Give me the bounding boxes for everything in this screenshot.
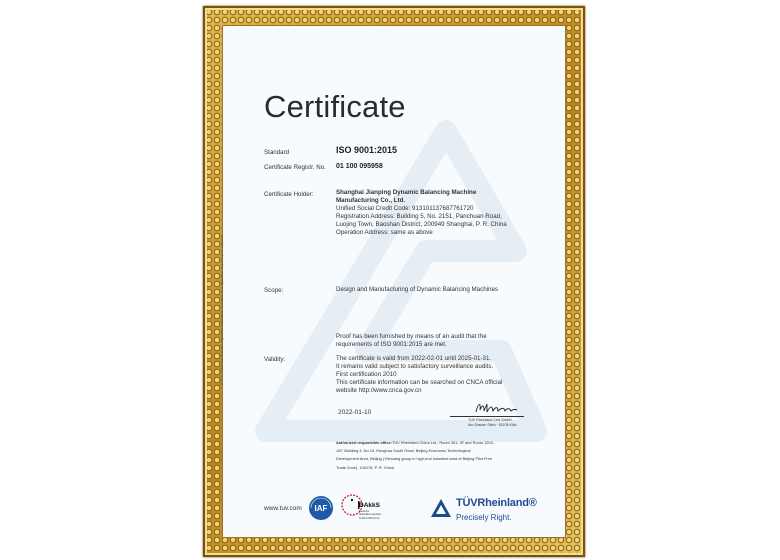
tuv-rheinland-name: TÜVRheinland® xyxy=(456,497,537,509)
dakks-logo xyxy=(338,493,382,525)
holder-operation-address: Operation Address: same as above xyxy=(336,229,433,236)
signature xyxy=(474,401,518,415)
holder-name-line-2: Manufacturing Co., Ltd. xyxy=(336,197,406,204)
dakks-name: DAkkS xyxy=(359,502,380,509)
tuv-triangle-logo xyxy=(430,497,452,519)
scope-value: Design and Manufacturing of Dynamic Balancing Machines xyxy=(336,286,498,293)
signature-line xyxy=(450,416,524,417)
validity-line-3: First certification 2010 xyxy=(336,371,397,378)
standard-value: ISO 9001:2015 xyxy=(336,145,398,155)
standard-label: Standard xyxy=(264,149,290,156)
dakks-sub-1: Deutsche xyxy=(359,510,370,513)
holder-registration-address-1: Registration Address: Building 5, No. 2151, Panchuan Road, xyxy=(336,213,502,220)
dakks-id: D-ZM-14408-01-00 xyxy=(359,517,380,520)
website-text: www.tuv.com xyxy=(264,505,302,512)
iaf-logo-text: IAF xyxy=(314,504,328,513)
scope-label: Scope: xyxy=(264,287,284,294)
certificate-title: Certificate xyxy=(264,89,406,124)
validity-line-5: website http://www.cnca.gov.cn xyxy=(336,387,422,394)
holder-credit-code: Unified Social Credit Code: 913101137687761720 xyxy=(336,205,474,212)
validity-label: Validity: xyxy=(264,356,286,363)
signature-address: Am Grauen Stein · 51105 Köln xyxy=(468,423,517,427)
tuv-slogan: Precisely Right. xyxy=(456,513,512,522)
registr-value: 01 100 095958 xyxy=(336,163,383,170)
iaf-logo xyxy=(308,495,334,521)
holder-registration-address-2: Luojing Town, Baoshan District, 200949 Shanghai, P. R. China xyxy=(336,221,507,228)
gold-frame xyxy=(203,6,585,557)
holder-label: Certificate Holder: xyxy=(264,191,314,198)
certificate-paper xyxy=(222,25,566,538)
authorized-office-line-4: Trade Zone), 100176, P. R. China xyxy=(336,464,394,470)
authorized-office-line-2: 12F, Building 4, No.15, Ronghua South Road, Beijing Economic-Technological xyxy=(336,448,471,454)
validity-line-2: It remains valid subject to satisfactory surveillance audits. xyxy=(336,363,494,370)
proof-line-2: requirements of ISO 9001:2015 are met. xyxy=(336,341,447,348)
validity-line-4: This certificate information can be searched on CNCA official xyxy=(336,379,503,386)
validity-line-1: The certificate is valid from 2022-02-01 until 2025-01-31. xyxy=(336,355,492,362)
authorized-office-line-1: TÜV Rheinland China Ltd., Room 301, 3F and Room 1203, xyxy=(392,440,494,445)
authorized-office-label: Authorized responsible office: xyxy=(336,440,392,445)
proof-line-1: Proof has been furnished by means of an audit that the xyxy=(336,333,487,340)
issue-date: 2022-01-10 xyxy=(338,409,372,416)
authorized-office-block xyxy=(336,439,552,472)
trademark-side-note: ® TÜV, TUEV and TUV are registered trademarks. Utilisation and application requires prior approval. xyxy=(220,234,224,385)
registr-label: Certificate Registr. No. xyxy=(264,164,326,171)
dakks-sub-2: Akkreditierungsstelle xyxy=(359,513,382,516)
signature-company-block xyxy=(468,418,517,428)
signature-company: TÜV Rheinland Cert GmbH xyxy=(468,418,512,422)
holder-name-line-1: Shanghai Jianping Dynamic Balancing Machine xyxy=(336,189,477,196)
authorized-office-line-3: Development Area, Beijing (Yizhuang group in high-end industrial area of Beijing Pilot Free xyxy=(336,456,493,462)
